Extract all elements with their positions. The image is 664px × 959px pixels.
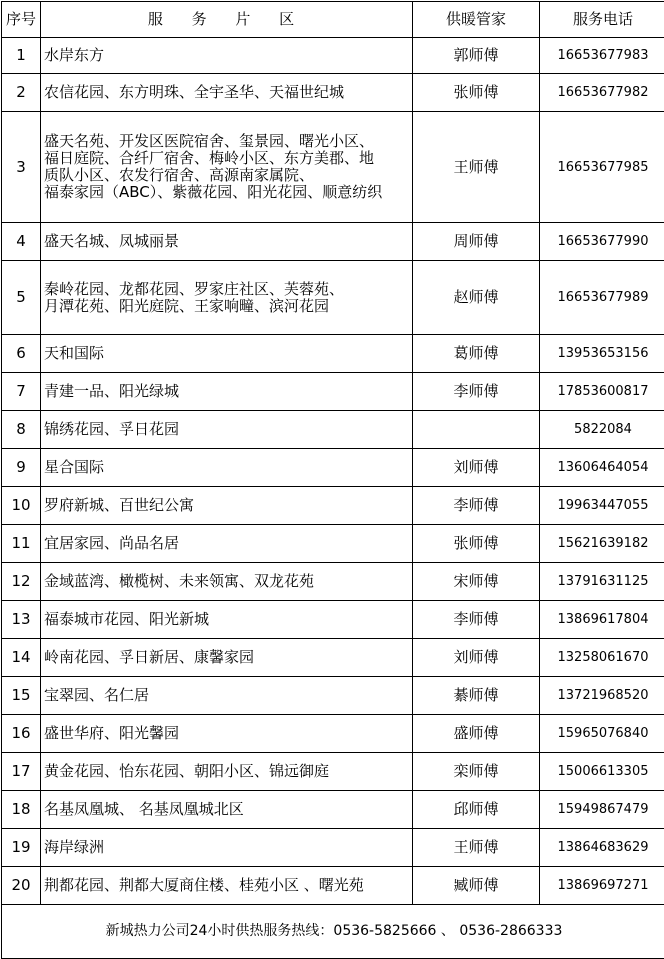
table-row bbox=[2, 639, 664, 677]
footer-row bbox=[2, 905, 664, 959]
heating-manager: 李师傅 bbox=[413, 373, 540, 411]
service-area-text: 荆都花园、荆都大厦商住楼、桂苑小区 、曙光苑 bbox=[44, 876, 364, 894]
table-row bbox=[2, 715, 664, 753]
row-number: 19 bbox=[2, 829, 41, 867]
service-area bbox=[41, 261, 413, 335]
service-phone: 19963447055 bbox=[540, 487, 664, 525]
row-number: 8 bbox=[2, 411, 41, 449]
service-area-text: 盛天名城、凤城丽景 bbox=[44, 232, 179, 250]
table-row bbox=[2, 112, 664, 223]
heating-manager: 张师傅 bbox=[413, 74, 540, 112]
row-number: 11 bbox=[2, 525, 41, 563]
heating-manager: 刘师傅 bbox=[413, 639, 540, 677]
heating-manager: 李师傅 bbox=[413, 601, 540, 639]
service-phone: 13953653156 bbox=[540, 335, 664, 373]
table-row bbox=[2, 677, 664, 715]
row-number: 12 bbox=[2, 563, 41, 601]
heating-manager: 宋师傅 bbox=[413, 563, 540, 601]
row-number: 10 bbox=[2, 487, 41, 525]
service-area-text: 金域蓝湾、橄榄树、未来领寓、双龙花苑 bbox=[44, 572, 314, 590]
table-row bbox=[2, 38, 664, 74]
heating-manager: 王师傅 bbox=[413, 829, 540, 867]
service-phone: 17853600817 bbox=[540, 373, 664, 411]
service-area-text: 宜居家园、尚品名居 bbox=[44, 534, 179, 552]
service-area-text: 黄金花园、怡东花园、朝阳小区、锦远御庭 bbox=[44, 762, 329, 780]
service-area-text: 秦岭花园、龙都花园、罗家庄社区、芙蓉苑、 月潭花苑、阳光庭院、王家响疃、滨河花园 bbox=[44, 280, 344, 315]
heating-manager: 邱师傅 bbox=[413, 791, 540, 829]
table-row bbox=[2, 525, 664, 563]
table-row bbox=[2, 261, 664, 335]
table-row bbox=[2, 373, 664, 411]
service-area-text: 名基凤凰城、 名基凤凰城北区 bbox=[44, 800, 244, 818]
service-area bbox=[41, 449, 413, 487]
heating-manager: 王师傅 bbox=[413, 112, 540, 223]
table-row bbox=[2, 74, 664, 112]
service-area bbox=[41, 563, 413, 601]
service-area-text: 福泰城市花园、阳光新城 bbox=[44, 610, 209, 628]
service-phone: 13606464054 bbox=[540, 449, 664, 487]
heating-manager: 綦师傅 bbox=[413, 677, 540, 715]
service-area-text: 罗府新城、百世纪公寓 bbox=[44, 496, 194, 514]
row-number: 3 bbox=[2, 112, 41, 223]
service-area bbox=[41, 639, 413, 677]
service-phone: 15949867479 bbox=[540, 791, 664, 829]
table-row bbox=[2, 449, 664, 487]
row-number: 2 bbox=[2, 74, 41, 112]
service-area bbox=[41, 223, 413, 261]
service-phone: 13791631125 bbox=[540, 563, 664, 601]
heating-service-table bbox=[1, 1, 664, 959]
heating-manager: 盛师傅 bbox=[413, 715, 540, 753]
service-area bbox=[41, 112, 413, 223]
heating-manager: 李师傅 bbox=[413, 487, 540, 525]
table-row bbox=[2, 411, 664, 449]
service-phone: 15621639182 bbox=[540, 525, 664, 563]
row-number: 7 bbox=[2, 373, 41, 411]
service-area bbox=[41, 525, 413, 563]
heating-manager: 栾师傅 bbox=[413, 753, 540, 791]
service-area bbox=[41, 753, 413, 791]
heating-manager: 周师傅 bbox=[413, 223, 540, 261]
service-area-text: 水岸东方 bbox=[44, 46, 104, 64]
service-area bbox=[41, 487, 413, 525]
service-area bbox=[41, 715, 413, 753]
hotline-text: 新城热力公司24小时供热服务热线：0536-5825666 、 0536-2866333 bbox=[2, 905, 664, 959]
service-area-text: 盛天名苑、开发区医院宿舍、玺景园、曙光小区、 福日庭院、合纤厂宿舍、梅岭小区、东方美郡、地 质队小区、农发行宿舍、高源南家属院、 福泰家园（ABC）、紫薇花园、阳光花园、顺意纺织 bbox=[44, 132, 382, 201]
table-row bbox=[2, 791, 664, 829]
service-phone: 13864683629 bbox=[540, 829, 664, 867]
row-number: 20 bbox=[2, 867, 41, 905]
service-phone: 13721968520 bbox=[540, 677, 664, 715]
service-phone: 5822084 bbox=[540, 411, 664, 449]
service-phone: 13258061670 bbox=[540, 639, 664, 677]
table-row bbox=[2, 223, 664, 261]
table-row bbox=[2, 601, 664, 639]
service-phone: 15965076840 bbox=[540, 715, 664, 753]
service-area-text: 海岸绿洲 bbox=[44, 838, 104, 856]
service-phone: 16653677982 bbox=[540, 74, 664, 112]
table-row bbox=[2, 487, 664, 525]
row-number: 18 bbox=[2, 791, 41, 829]
row-number: 17 bbox=[2, 753, 41, 791]
heating-manager: 葛师傅 bbox=[413, 335, 540, 373]
row-number: 5 bbox=[2, 261, 41, 335]
table-row bbox=[2, 753, 664, 791]
row-number: 14 bbox=[2, 639, 41, 677]
header-manager: 供暖管家 bbox=[413, 2, 540, 38]
service-area-text: 青建一品、阳光绿城 bbox=[44, 382, 179, 400]
service-area bbox=[41, 335, 413, 373]
row-number: 15 bbox=[2, 677, 41, 715]
table-row bbox=[2, 829, 664, 867]
service-area-text: 盛世华府、阳光馨园 bbox=[44, 724, 179, 742]
service-area bbox=[41, 791, 413, 829]
row-number: 9 bbox=[2, 449, 41, 487]
table-header-row bbox=[2, 2, 664, 38]
heating-manager: 臧师傅 bbox=[413, 867, 540, 905]
service-phone: 16653677983 bbox=[540, 38, 664, 74]
row-number: 13 bbox=[2, 601, 41, 639]
service-area bbox=[41, 601, 413, 639]
service-area bbox=[41, 677, 413, 715]
service-area-text: 天和国际 bbox=[44, 344, 104, 362]
service-area bbox=[41, 829, 413, 867]
heating-manager: 赵师傅 bbox=[413, 261, 540, 335]
row-number: 16 bbox=[2, 715, 41, 753]
service-phone: 16653677989 bbox=[540, 261, 664, 335]
table-row bbox=[2, 563, 664, 601]
service-phone: 13869697271 bbox=[540, 867, 664, 905]
row-number: 4 bbox=[2, 223, 41, 261]
service-phone: 15006613305 bbox=[540, 753, 664, 791]
heating-manager bbox=[413, 411, 540, 449]
row-number: 6 bbox=[2, 335, 41, 373]
service-area-text: 宝翠园、名仁居 bbox=[44, 686, 149, 704]
header-no: 序号 bbox=[2, 2, 41, 38]
service-area-text: 锦绣花园、孚日花园 bbox=[44, 420, 179, 438]
service-area bbox=[41, 74, 413, 112]
heating-manager: 郭师傅 bbox=[413, 38, 540, 74]
heating-manager: 刘师傅 bbox=[413, 449, 540, 487]
service-area bbox=[41, 411, 413, 449]
service-area-text: 星合国际 bbox=[44, 458, 104, 476]
header-area: 服 务 片 区 bbox=[41, 2, 413, 38]
service-phone: 16653677990 bbox=[540, 223, 664, 261]
heating-manager: 张师傅 bbox=[413, 525, 540, 563]
service-phone: 16653677985 bbox=[540, 112, 664, 223]
table-row bbox=[2, 335, 664, 373]
service-area bbox=[41, 373, 413, 411]
row-number: 1 bbox=[2, 38, 41, 74]
service-area bbox=[41, 38, 413, 74]
service-area bbox=[41, 867, 413, 905]
table-row bbox=[2, 867, 664, 905]
service-area-text: 农信花园、东方明珠、全宇圣华、天福世纪城 bbox=[44, 83, 344, 101]
service-area-text: 岭南花园、孚日新居、康馨家园 bbox=[44, 648, 254, 666]
service-phone: 13869617804 bbox=[540, 601, 664, 639]
header-phone: 服务电话 bbox=[540, 2, 664, 38]
